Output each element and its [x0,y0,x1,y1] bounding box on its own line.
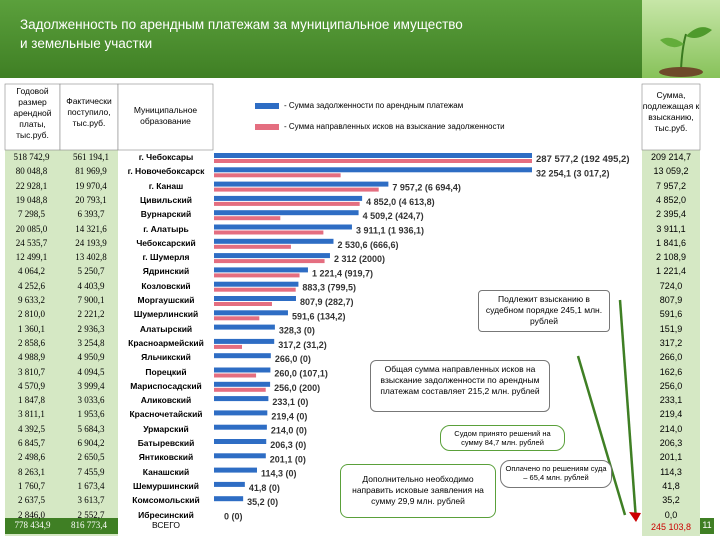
bar-value-label: 0 (0) [224,511,243,522]
debt-bar [214,325,275,330]
claims-bar [214,345,242,349]
debt-bar [214,210,359,215]
claim-amount-cell: 206,3 [659,438,683,448]
entity-name-cell: Аликовский [140,395,192,406]
yearly-rent-cell: 12 499,1 [15,252,48,263]
bar-value-label: 41,8 (0) [248,482,280,493]
claim-amount-cell: 1 221,4 [655,266,687,277]
actual-received-cell: 7 900,1 [77,295,105,305]
claim-amount-cell: 162,6 [659,366,683,377]
yearly-rent-cell: 7 298,5 [18,209,45,220]
yearly-rent-cell: 24 535,7 [15,237,48,248]
actual-received-cell: 14 321,6 [75,223,107,234]
page-number: 11 [702,520,712,530]
claims-bar [214,173,341,177]
claim-amount-cell: 724,0 [659,280,683,291]
entity-name-cell: Красноармейский [128,337,204,348]
bar-value-label: 35,2 (0) [247,497,279,508]
entity-name-cell: Вурнарский [140,209,192,220]
debt-bar [214,182,388,187]
claim-amount-cell: 2 395,4 [655,209,687,220]
yearly-rent-cell: 8 263,1 [18,466,45,477]
debt-bar [214,310,288,315]
actual-received-cell: 3 613,7 [77,495,105,506]
actual-received-cell: 2 650,5 [77,452,105,463]
yearly-rent-cell: 2 858,6 [18,337,45,348]
debt-bar [214,253,330,258]
entity-name-cell: Ибресинский [138,509,194,520]
debt-bar [214,496,243,501]
bar-value-label: 883,3 (799,5) [302,282,356,293]
actual-received-cell: 5 250,7 [77,266,105,277]
claims-bar [214,231,323,235]
claims-bar [214,374,256,378]
debt-bar [214,282,298,287]
claim-amount-cell: 0,0 [664,509,678,520]
claim-amount-cell: 201,1 [659,452,683,463]
claim-amount-cell: 13 059,2 [653,166,689,177]
debt-bar [214,468,257,473]
claim-amount-cell: 1 841,6 [655,237,687,248]
bar-value-label: 807,9 (282,7) [299,297,354,307]
yearly-rent-cell: 2 498,6 [18,452,45,463]
bar-value-label: 219,4 (0) [271,411,308,422]
debt-bar [214,296,296,301]
entity-name-cell: Алатырский [139,323,193,334]
header-entity: Муниципальное образование [133,105,198,126]
debt-bar [214,153,532,158]
actual-received-cell: 4 094,5 [77,366,105,377]
yearly-rent-cell: 2 810,0 [18,309,45,320]
slide-title: Задолженность по арендным платежам за муниципальное имущество и земельные участки [20,17,463,51]
actual-received-cell: 19 970,4 [75,180,107,191]
claim-amount-cell: 233,1 [659,395,683,406]
actual-received-cell: 7 455,9 [77,466,105,477]
claims-bar [214,188,379,192]
actual-received-cell: 5 684,3 [77,423,105,434]
entity-name-cell: Козловский [141,280,191,291]
actual-received-cell: 561 194,1 [73,152,109,162]
actual-received-cell: 6 393,7 [77,209,105,220]
entity-name-cell: Мариспосадский [130,380,202,391]
yearly-rent-cell: 4 570,9 [18,380,45,391]
entity-name-cell: Урмарский [143,423,189,434]
bar-value-label: 591,6 (134,2) [291,311,346,322]
actual-received-cell: 2 936,3 [77,323,105,334]
bar-value-label: 4 852,0 (4 613,8) [366,196,435,207]
bar-value-label: 266,0 (0) [274,354,311,365]
actual-received-cell: 1 673,4 [77,480,105,491]
callout-court: Подлежит взысканию в судебном порядке 245,1 млн. рублей [478,290,610,332]
debt-bar [214,425,267,430]
actual-received-cell: 81 969,9 [75,166,107,177]
yearly-rent-cell: 19 048,8 [15,194,48,205]
claim-amount-cell: 317,2 [659,337,683,348]
connector-line [620,300,636,520]
entity-name-cell: Яльчикский [141,352,191,363]
entity-name-cell: г. Шумерля [142,252,190,263]
claims-bar [214,302,272,306]
yearly-rent-cell: 3 810,7 [18,366,45,377]
entity-name-cell: Цивильский [140,194,192,205]
claims-bar [214,202,360,206]
actual-received-cell: 6 904,2 [77,438,105,448]
legend-claims: - Сумма направленных исков на взыскание задолженности [284,122,505,131]
claims-bar [214,245,291,249]
yearly-rent-cell: 22 928,1 [15,180,48,191]
bar-value-label: 1 221,4 (919,7) [311,268,373,279]
claim-amount-cell: 807,9 [659,295,683,305]
claim-amount-cell: 4 852,0 [655,194,687,205]
claim-amount-cell: 151,9 [659,323,683,334]
yearly-rent-cell: 9 633,2 [18,295,45,305]
debt-bar [214,339,274,344]
total-claim: 245 103,8 [650,522,692,532]
bar-value-label: 260,0 (107,1) [274,368,328,379]
debt-bar [214,196,362,201]
debt-bar [214,225,352,230]
actual-received-cell: 2 221,2 [77,309,105,320]
yearly-rent-cell: 4 392,5 [18,423,45,434]
entity-name-cell: Шемуршинский [132,480,200,491]
claim-amount-cell: 256,0 [659,380,683,391]
claim-amount-cell: 214,0 [659,423,683,434]
claims-bar [214,273,300,277]
bar-value-label: 201,1 (0) [269,454,306,465]
claim-amount-cell: 35,2 [662,495,680,506]
debt-bar [214,368,270,373]
entity-name-cell: Янтиковский [138,452,194,463]
entity-name-cell: Канашский [142,466,190,477]
debt-bar [214,439,266,444]
header-actual: Фактически поступило, тыс.руб. [66,96,112,128]
yearly-rent-cell: 1 760,7 [18,480,45,491]
callout-decisions: Судом принято решений на сумму 84,7 млн. рублей [440,425,565,451]
claim-amount-cell: 2 108,9 [655,252,687,263]
entity-name-cell: Чебоксарский [136,237,196,248]
claim-amount-cell: 3 911,1 [656,223,686,234]
callout-paid: Оплачено по решениям суда – 65,4 млн. рублей [500,460,612,488]
entity-name-cell: Комсомольский [132,495,200,506]
claim-amount-cell: 266,0 [659,352,683,363]
bar-value-label: 233,1 (0) [272,397,309,408]
total-label: ВСЕГО [152,520,180,530]
bar-value-label: 206,3 (0) [270,440,307,450]
debt-bar [214,396,268,401]
actual-received-cell: 1 953,6 [77,409,105,420]
claim-amount-cell: 591,6 [659,309,683,320]
debt-bar [214,453,266,458]
bar-value-label: 2 530,6 (666,6) [337,239,399,250]
claims-bar [214,259,325,263]
actual-received-cell: 3 033,6 [77,395,105,406]
bar-value-label: 114,3 (0) [260,468,297,479]
claim-amount-cell: 219,4 [659,409,683,420]
yearly-rent-cell: 4 064,2 [18,266,45,277]
entity-name-cell: Шумерлинский [133,309,199,320]
total-yearly: 778 434,9 [14,520,51,530]
debt-bar [214,482,245,487]
debt-bar [214,410,267,415]
connector-line [578,356,625,515]
yearly-rent-cell: 518 742,9 [13,152,50,162]
bar-value-label: 4 509,2 (424,7) [362,211,424,222]
yearly-rent-cell: 4 252,6 [18,280,45,291]
actual-received-cell: 4 403,9 [77,280,105,291]
total-actual: 816 773,4 [71,520,107,530]
actual-received-cell: 3 999,4 [77,380,105,391]
yearly-rent-cell: 2 846,0 [18,509,45,520]
yearly-rent-cell: 1 847,8 [18,395,45,406]
entity-name-cell: г. Чебоксары [138,152,194,162]
entity-name-cell: г. Алатырь [143,223,189,234]
bar-value-label: 3 911,1 (1 936,1) [355,225,425,236]
bar-value-label: 214,0 (0) [270,425,307,436]
yearly-rent-cell: 20 085,0 [15,223,48,234]
yearly-rent-cell: 2 637,5 [18,495,45,506]
bar-value-label: 32 254,1 (3 017,2) [536,168,610,179]
actual-received-cell: 2 552,7 [77,509,105,520]
yearly-rent-cell: 80 048,8 [15,166,48,177]
bar-value-label: 287 577,2 (192 495,2) [536,154,630,165]
debt-bar [214,167,532,172]
bar-value-label: 256,0 (200) [274,382,321,393]
claim-amount-cell: 41,8 [662,480,680,491]
claim-amount-cell: 7 957,2 [655,180,687,191]
actual-received-cell: 3 254,8 [77,337,105,348]
debt-bar [214,239,333,244]
debt-bar [214,353,271,358]
entity-name-cell: Красночетайский [129,409,203,420]
claim-amount-cell: 209 214,7 [650,152,692,162]
yearly-rent-cell: 3 811,1 [18,409,45,420]
callout-total-claims: Общая сумма направленных исков на взыскание задолженности по арендным платежам составляет 215,2 млн. рублей [370,360,550,412]
claims-bar [214,288,296,292]
actual-received-cell: 20 793,1 [75,194,107,205]
bar-value-label: 2 312 (2000) [333,254,386,265]
entity-name-cell: г. Канаш [148,180,184,191]
debt-bar [214,267,308,272]
legend-debt: - Сумма задолженности по арендным платежам [284,101,464,110]
actual-received-cell: 24 193,9 [75,237,107,248]
yearly-rent-cell: 6 845,7 [18,438,45,448]
yearly-rent-cell: 4 988,9 [18,352,45,363]
entity-name-cell: Ядринский [142,266,190,277]
claims-bar [214,316,259,320]
bar-value-label: 328,3 (0) [278,325,315,336]
actual-received-cell: 4 950,9 [77,352,105,363]
debt-bar [214,382,270,387]
claims-bar [214,388,266,392]
bar-value-label: 7 957,2 (6 694,4) [392,182,461,193]
entity-name-cell: г. Новочебоксарск [127,166,205,177]
entity-name-cell: Моргаушский [137,295,195,305]
entity-name-cell: Батыревский [137,438,195,448]
claim-amount-cell: 114,3 [660,466,682,477]
claims-bar [214,159,532,163]
bar-value-label: 317,2 (31,2) [278,339,327,350]
header-yearly: Годовой размер арендной платы, тыс.руб. [13,86,52,140]
actual-received-cell: 13 402,8 [75,252,107,263]
yearly-rent-cell: 1 360,1 [18,323,45,334]
callout-additional: Дополнительно необходимо направить исковые заявления на сумму 29,9 млн. рублей [340,464,496,518]
arrow-icon [629,512,641,522]
header-claim: Сумма, подлежащая к взысканию, тыс.руб. [642,90,700,133]
claims-bar [214,216,280,220]
entity-name-cell: Порецкий [145,366,187,377]
